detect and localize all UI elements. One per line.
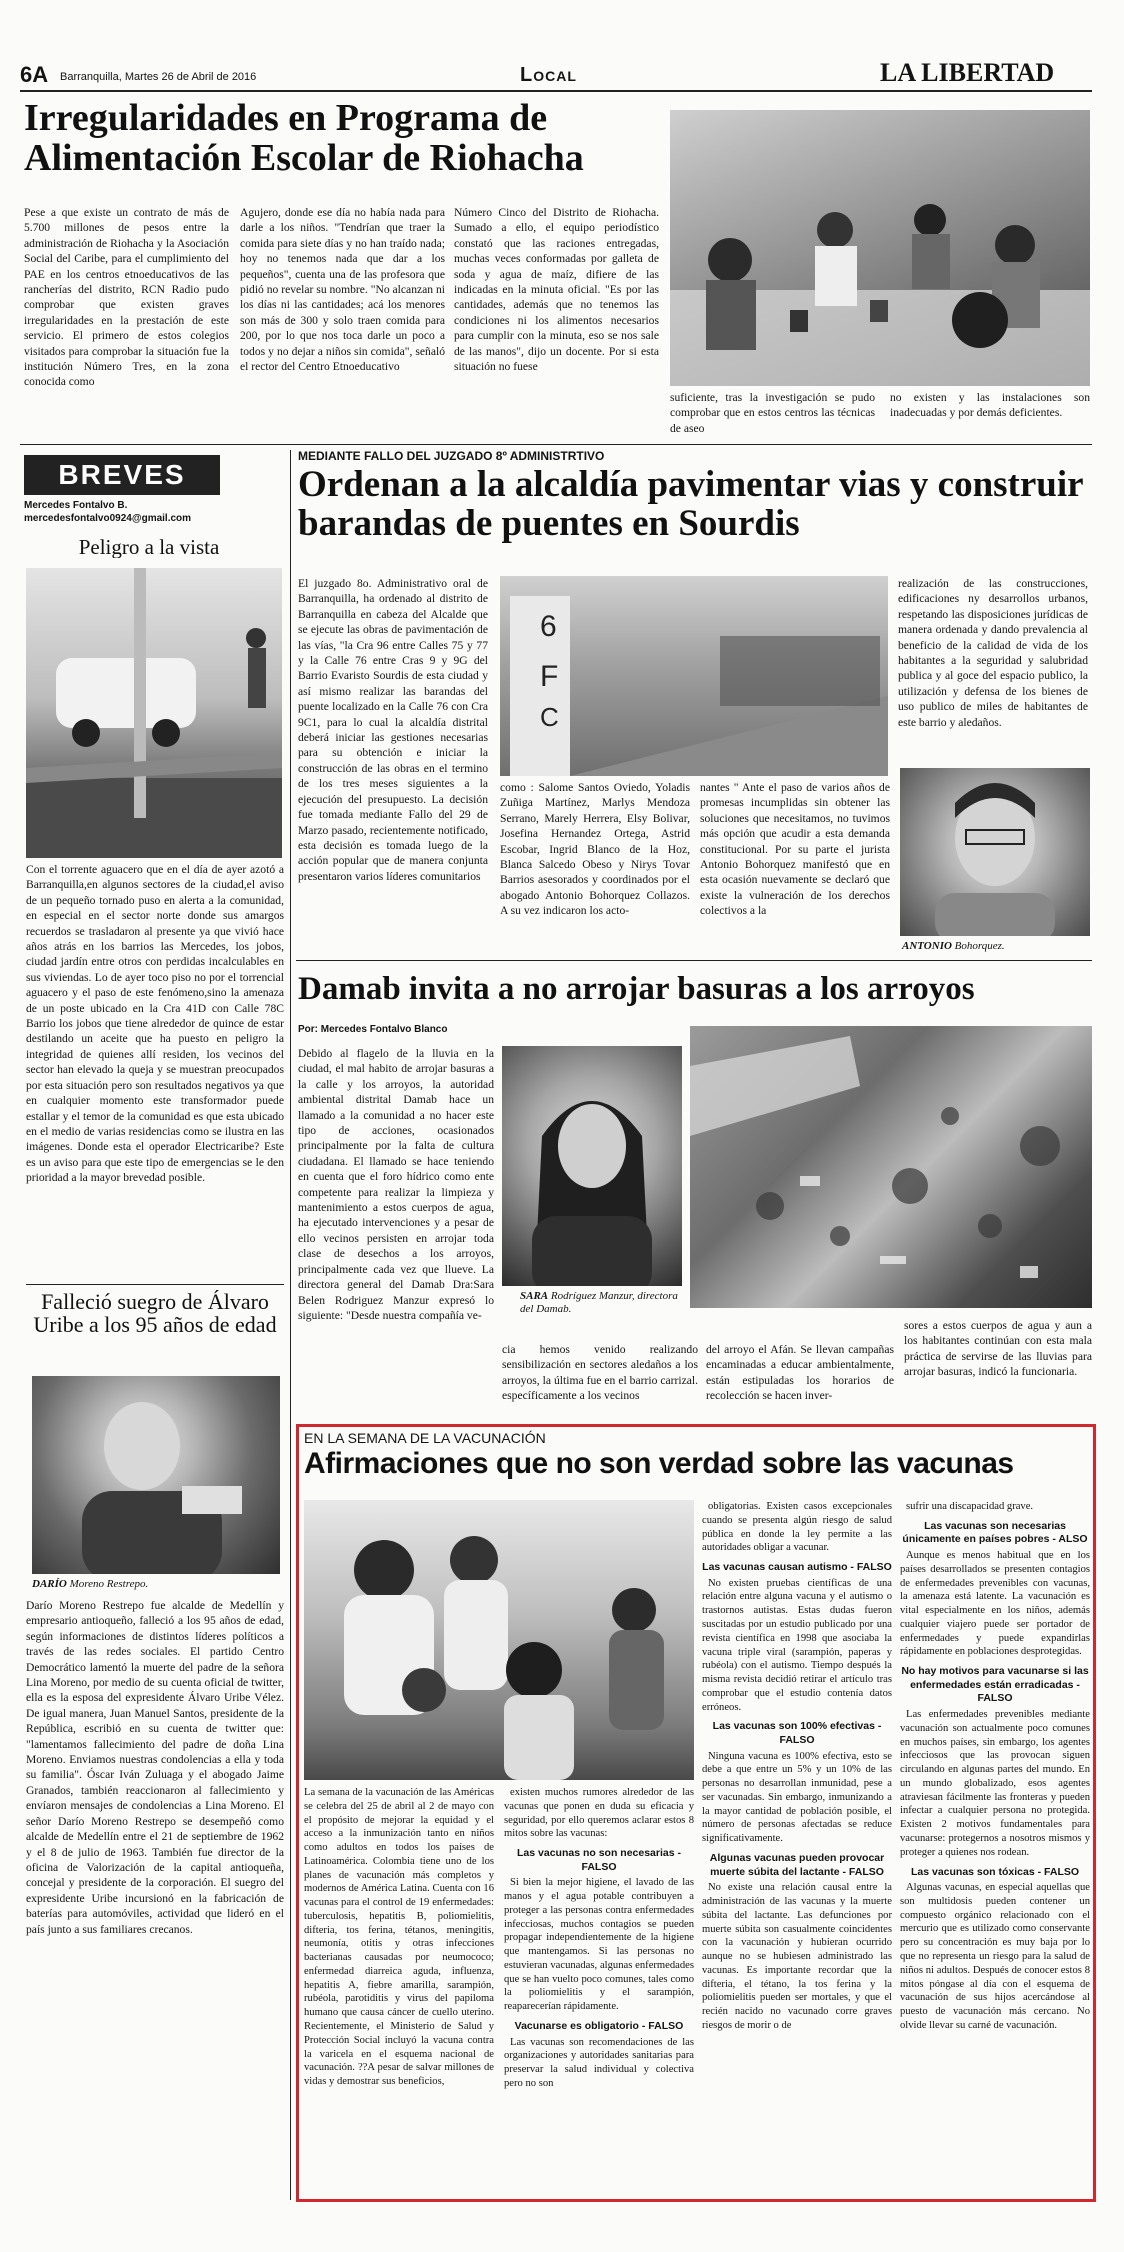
myth7-body: Las enfermedades prevenibles mediante vacunación son actualmente poco comunes en muchos países, sin embargo, los agentes infecciosos que las provocan siguen circulando en algunas partes del mundo. En un mundo globalizado, esos agentes atraviesan fácilmente las fronteras y pueden infectar a cualquier persona no protegida. Existen 2 motivos fundamentales para vacunarse: protegernos a nosotros mismos y proteger a quienes nos rodean. [900,1709,1090,1858]
newspaper-name: LA LIBERTAD [880,58,1055,87]
page-number: 6A [20,62,49,87]
myth8-title: Las vacunas son tóxicas - FALSO [910,1865,1080,1878]
breves-right-rule [290,450,291,2200]
article1-headline: Irregularidades en Programa de Alimentación Escolar de Riohacha [24,98,584,179]
article4-kicker: EN LA SEMANA DE LA VACUNACIÓN [304,1430,546,1446]
antonio-bohorquez-portrait [900,768,1090,936]
article1-col5: no existen y las instalaciones son inadecuadas y por demás deficientes. [890,391,1090,420]
myth3-body: No existen pruebas científicas de una relación entre alguna vacuna y el autismo o trastornos autistas. Estas dudas fueron suscitadas por un estudio publicado por una revista científica en 1998 que asociaba la vacuna triple viral (sarampión, paperas y rubéola) con el autismo. Tiempo después la misma revista decidió retirar el artículo tras comprobar que el estudio contenía datos erróneos. [702,1577,892,1713]
breves-item2-body: Darío Moreno Restrepo fue alcalde de Medellín y empresario antioqueño, falleció a los 95 años de edad, según informaciones de distintos líderes políticos a través de las redes sociales. El partido Centro Democrático lamentó la muerte del padre de la señora Lina Moreno, por medio de su cuenta oficial de twitter, ella es la esposa del expresidente Álvaro Uribe Vélez. De igual manera, Juan Manuel Santos, presidente de la República, escribió en su cuenta de twitter que: "lamentamos fallecimiento del padre de doña Lina Moreno. Enviamos nuestras condolencias a ella y toda su familia". Óscar Iván Zuluaga y el abogado Jaime Granados, también reaccionaron al fallecimiento y envíaron mensajes de condolencias a Lina Moreno. El señor Darío Moreno Restrepo se desempeñó como alcalde de Medellín entre el 21 de septiembre de 1962 y el 8 de julio de 1963. También fue director de la oficina de Valorización de la capital antioqueña, concejal y presidente de la corporación. El suegro del expresidente Uribe incursionó en la fabricación de baterías para automóviles, actividad que lideró en el país junto a sus familiares crecanos. [26,1599,284,1936]
breves-item1-headline: Peligro a la vista [78,536,220,559]
myth2-title: Vacunarse es obligatorio - FALSO [514,2020,684,2032]
myth5-title: Algunas vacunas pueden provocar muerte súbita del lactante - FALSO [709,1852,885,1878]
street-pavement-photo [500,576,888,776]
article1-col3: Número Cinco del Distrito de Riohacha. Sumado a ello, el equipo periodístico constató que las raciones entregadas, muchas veces conformadas por galleta de soda y agua de maíz, difiere de las indicadas en la minuta oficial. "Es por las cantidades, además que no tenemos las condiciones ni los alimentos necesarios para cumplir con la minuta, eso se nos sale de las manos", dijo un docente. Por si esta situación no fuese [454,206,659,374]
breves-email: mercedesfontalvo0924@gmail.com [24,513,192,524]
myth2-body: Las vacunas son recomendaciones de las organizaciones y autoridades sanitarias para preservar la salud individual y colectiva pero no son [504,2036,694,2089]
article2-col2: como : Salome Santos Oviedo, Yoladis Zuñiga Martínez, Marlys Mendoza Serrano, Marely Herrera, Elsy Bolivar, Josefina Hernandez Ortega, Astrid Escobar, Ingrid Blanco de la Hoz, Blanca Salcedo Obeso y Nirys Tovar Barrios asesorados y coordinados por el abogado Antonio Bohorquez Collazos. A su vez indicaron los acto- [500,781,690,918]
myth4-body: Ninguna vacuna es 100% efectiva, esto se debe a que entre un 5% y un 10% de las personas no desarrollan inmunidad, pese a ser vacunadas. Sin embargo, inmunizando a la mayor cantidad de población posible, el número de personas afectadas se reduce significativamente. [702,1750,892,1845]
article4-col4-intro: sufrir una discapacidad grave. [906,1501,1034,1512]
svg-text:6: 6 [540,610,557,643]
dario-caption-rest: Moreno Restrepo. [69,1578,149,1590]
article1-col1: Pese a que existe un contrato de más de 5.700 millones de pesos entre la administración de Riohacha y la Asociación Social del Caribe, para el cumplimiento del PAE en los centros etnoeducativos de las rancherías del distrito, RCN Radio pudo comprobar que existen graves irregularidades en la prestación de este servicio. El primero de estos colegios visitados para comprobar la situación fue la institución Número Tres, en la zona conocida como [24,206,229,389]
sara-caption-name: SARA [520,1290,549,1302]
article3-byline: Por: Mercedes Fontalvo Blanco [298,1024,448,1035]
article1-bottom-rule [20,444,1092,445]
sara-caption [520,1290,680,1316]
article3-col4: sores a estos cuerpos de agua y aun a los habitantes continúan con esta mala práctica de servirse de las lluvias para arrojar basuras, indicó la funcionaria. [904,1319,1092,1379]
article2-col4: realización de las construcciones, edificaciones ny desarrollos urbanos, respetando las disposiciones jurídicas de manera ordenada y dando prevalencia al beneficio de la calidad de vida de los habitantes a la seguridad y salubridad publica y al goce del espacio publico, la utilización y defensa de los bienes de uso publico de miles de habitantes de este barrio y aledaños. [898,577,1088,729]
dario-caption-name: DARÍO [32,1578,67,1590]
article2-col3: nantes " Ante el paso de varios años de promesas incumplidas sin obtener las soluciones que necesitamos, no tuvimos más opción que acudir a esta demanda constitucional. Por su parte el jurista Antonio Bohorquez manifestó que en esta ocasión nuevamente se declaró que existe la vulneración de los derechos colectivos a la [700,781,890,918]
article3-col1: Debido al flagelo de la lluvia en la ciudad, el mal habito de arrojar basuras a la calle y los arroyos, la autoridad ambiental distrital Damab hace un llamado a la comunidad a no hacer este tipo de acciones, ocasionados principalmente por la falta de cultura ciudadana. El llamado se hace teniendo en cuenta que el foro hídrico como ente competente para realizar la limpieza y mantenimiento a estos cuerpos de agua, ha ejecutado intervenciones y a pesar de ello vecinos persisten en arrojar toda clase de desechos a los arroyos, principalmente cada vez que llueve. La directora general del Damab Dra:Sara Belen Rodriguez Manzur expresó lo siguiente: "Desde nuestra compañía ve- [298,1047,494,1322]
sara-caption-rest: Rodríguez Manzur, directora del Damab. [520,1290,678,1316]
myth6-title: Las vacunas son necesarias únicamente en países pobres - ALSO [902,1519,1088,1546]
article4-col4 [900,1500,1090,2196]
dateline: Barranquilla, Martes 26 de Abril de 2016 [60,71,257,83]
svg-text:F: F [540,660,559,693]
article1-col4: suficiente, tras la investigación se pudo comprobar que en estos centros las técnicas de aseo [670,391,875,435]
article3-col3: del arroyo el Afán. Se llevan campañas encaminadas a educar ambientalmente, están estipuladas los horarios de recolección se hacen inver- [706,1343,894,1403]
myth8-body: Algunas vacunas, en especial aquellas que son multidosis pueden contener un compuesto orgánico relacionado con el mercurio que es utilizado como conservante pero su concentración es muy baja por lo que no representa un riesgo para la salud de niños ni adultos. Después de conocer estos 8 mitos póngase al día con el esquema de vacunación de sus hijos acercándose al puesto de vacunación más cercano. No olvide llevar su carné de vacunación. [900,1882,1090,2031]
breves-divider [26,1284,284,1285]
article2-col1: El juzgado 8o. Administrativo oral de Barranquilla, ha ordenado al distrito de Barranquilla en cabeza del Alcalde que se ejecute las obras de pavimentación de las vías, "la Cra 96 entre Calles 75 y 77 y la Calle 76 entre Cras 9 y 9G del Barrio Evaristo Sourdis de esta ciudad y así mismo realizar las barandas del puente localizado en la Calle 76 con Cra 9C1, para lo cual la alcaldía distrital deberá iniciar las gestiones necesarias para su obtención e iniciar la construcción de las obras en el termino de los tres meses siguientes a la ejecución del presupuesto. La decisión fue tomada mediante Fallo del 29 de Marzo pasado, recientemente notificado, esta decisión es tomada luego de la acción popular que de manera conjunta presentaron varios líderes comunitarios [298,577,488,883]
article4-col1: La semana de la vacunación de las Américas se celebra del 25 de abril al 2 de mayo con el propósito de mejorar la equidad y el acceso a la inmunización tanto en niños como adultos en todos los países de Latinoamérica. Colombia tiene uno de los planes de vacunación más completos y modernos de América Latina. Cuenta con 16 vacunas para el control de 19 enfermedades: tuberculosis, hepatitis B, poliomielitis, difteria, tos ferina, tétanos, meningitis, neumonía, otitis y otras infecciones bacterianas causadas por neumococo; enfermedad diarreica aguda, influenza, hepatitis A, fiebre amarilla, sarampión, rubéola, parotiditis y virus del papiloma humano que causa cáncer de cuello uterino. Recientemente, el Ministerio de Salud y Protección Social incluyó la vacuna contra la varicela en el esquema nacional de vacunación. ??A pesar de salvar millones de vidas y demostrar sus beneficios, [304,1787,494,2088]
article4-col3 [702,1500,892,2196]
dario-moreno-portrait [32,1376,280,1574]
article2-kicker: MEDIANTE FALLO DEL JUZGADO 8º ADMINISTRTIVO [298,449,605,463]
dario-caption [32,1578,280,1591]
garbage-stream-photo [690,1026,1092,1308]
breves-title: BREVES [24,455,220,495]
sara-rodriguez-portrait [502,1046,682,1286]
antonio-caption [902,940,1092,953]
pole-street-photo [26,568,282,858]
myth5-body: No existe una relación causal entre la administración de las vacunas y la muerte súbita del lactante. Las defunciones por muerte súbita son casualmente coincidentes con la vacunación y hubieran ocurrido aunque no se hubiesen administrado las vacunas. Es importante recordar que la difteria, el tétano, la tos ferina y la poliomielitis pueden ser mortales, y que el recién nacido no vacunado corre graves riesgos de morir o de [702,1882,892,2031]
myth4-title: Las vacunas son 100% efectivas - FALSO [712,1720,882,1746]
article4-col2 [504,1786,694,2196]
myth3-title: Las vacunas causan autismo - FALSO [702,1561,892,1574]
section-name: Local [520,64,577,86]
myth1-body: Si bien la mejor higiene, el lavado de las manos y el agua potable contribuyen a proteger a las personas contra enfermedades infecciosas, muchos contagios se pueden propagar independientemente de la higiene que mantengamos. Si las personas no estuvieran vacunadas, algunas enfermedades que se han vuelto poco comunes, tales como la poliomielitis y el sarampión, reaparecerían rápidamente. [504,1877,694,2013]
article2-headline: Ordenan a la alcaldía pavimentar vias y construir barandas de puentes en Sourdis [298,465,1083,544]
antonio-caption-rest: Bohorquez. [954,940,1005,952]
article3-col2: cia hemos venido realizando sensibilización en sectores aledaños a los arroyos, la última fue en el barrio carrizal. específicamente a los vecinos [502,1343,698,1403]
article2-bottom-rule [296,960,1092,961]
myth7-title: No hay motivos para vacunarse si las enfermedades están erradicadas - FALSO [901,1665,1089,1705]
svg-text:C: C [540,702,559,732]
breves-author: Mercedes Fontalvo B. [24,500,128,511]
article4-headline: Afirmaciones que no son verdad sobre las vacunas [304,1448,1014,1480]
antonio-caption-name: ANTONIO [902,940,952,952]
myth1-title: Las vacunas no son necesarias - FALSO [517,1847,681,1873]
school-children-photo [670,110,1090,386]
article4-col3-intro: obligatorias. Existen casos excepcionales cuando se presenta algún riesgo de salud pública en donde la ley permite a las autoridades obligar a vacunar. [702,1501,892,1554]
breves-item2-headline: Falleció suegro de Álvaro Uribe a los 95 años de edad [33,1290,277,1337]
breves-item1-body: Con el torrente aguacero que en el día de ayer azotó a Barranquilla,en algunos sectores de la ciudad,el aviso de un pequeño tornado puso en alerta a la comunidad, en especial en el sector norte donde sus amargos recuerdos se trasladaron al presente ya que vivió hace años atrás en los barrios las Mercedes, los jobos, ciudad jardín entre otros con perdidas incalculables en sus viviendas. Lo de ayer toco piso no por el torrencial aguacero y el paso de este fenómeno,sino la amenaza de un poste ubicado en la Cra 41D con Calle 78C Barrio los jobos que tiene alrededor de quince de estar destilando un aceite que ha puesto en peligro la integridad de quienes allí residen, los vecinos del sector han elevado la queja y se muestran preocupados por esta situación pero son resultados negativos ya que en cualquier momento este transformador puede estallar y el temor de la comunidad es que esta ubicado en el medio de varias residencias como se ilustra en las imágenes. Donde esta el operador Electricaribe? Este es un aviso para que este tipo de emergencias se le den prioridad a la mayor brevedad posible. [26,863,284,1185]
header-rule [20,90,1092,92]
article1-col2: Agujero, donde ese día no había nada para darle a los niños. "Tendrían que traer la comida para siete días y no han traído nada; hoy no tenemos nada que dar a los pequeños", cuenta una de las profesora que pidió no revelar su nombre. "No alcanzan ni los días ni las cantidades; acá los menores son más de 300 y solo traen comida para 200, por lo que nos toca darle un poco a todos y no dejar a niños sin comida", señaló el rector del Centro Etnoeducativo [240,206,445,374]
myth6-body: Aunque es menos habitual que en los países desarrollados se presenten contagios de enfermedades prevenibles con vacunas, la amenaza está latente. La vacunación es vital especialmente en los niños, además cualquier viajero puede ser portador de enfermedades y puede expandirlas rápidamente en poblaciones desprotegidas. [900,1550,1090,1658]
article4-col2-intro: existen muchos rumores alrededor de las vacunas que ponen en duda su eficacia y seguridad, por ello queremos aclarar estos 8 mitos sobre las vacunas: [504,1787,694,1840]
vaccination-children-photo [304,1500,694,1780]
article3-headline: Damab invita a no arrojar basuras a los arroyos [298,972,975,1007]
